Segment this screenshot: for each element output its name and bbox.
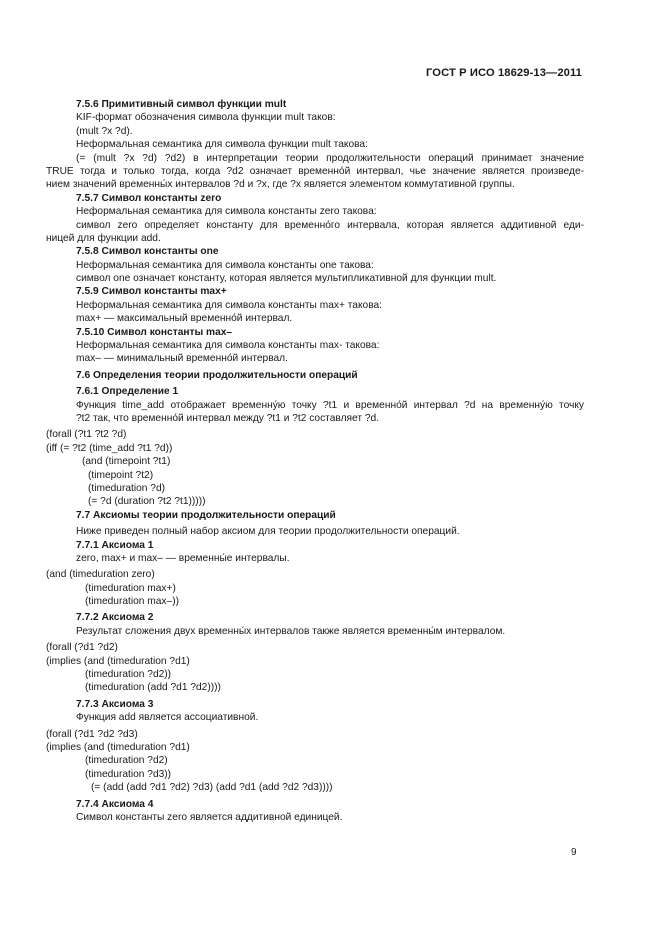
text-line: (timepoint ?t2) bbox=[88, 469, 154, 481]
document-header: ГОСТ Р ИСО 18629-13—2011 bbox=[426, 67, 582, 79]
text-line: Неформальная семантика для символа функции mult такова: bbox=[76, 139, 368, 151]
text-line: (timeduration ?d2)) bbox=[85, 669, 172, 681]
text-line: (timeduration ?d2) bbox=[85, 755, 168, 767]
text-line: (and (timepoint ?t1) bbox=[82, 456, 171, 468]
text-line: ницей для функции add. bbox=[46, 232, 161, 244]
text-line: (timeduration ?d) bbox=[88, 482, 166, 494]
section-heading: 7.7.4 Аксиома 4 bbox=[76, 798, 154, 810]
text-line: (forall (?d1 ?d2) bbox=[46, 642, 118, 654]
text-line: Ниже приведен полный набор аксиом для теории продолжительности операций. bbox=[76, 526, 460, 538]
text-line: (= (mult ?x ?d) ?d2) в интерпретации теории продолжительности операций принимает значение bbox=[76, 152, 584, 164]
text-line: Неформальная семантика для символа константы max- такова: bbox=[76, 340, 380, 352]
text-line: KIF-формат обозначения символа функции mult таков: bbox=[76, 112, 336, 124]
section-heading: 7.6.1 Определение 1 bbox=[76, 386, 179, 398]
section-heading: 7.5.6 Примитивный символ функции mult bbox=[76, 99, 287, 110]
text-line: Функция add является ассоциативной. bbox=[76, 712, 259, 724]
text-line: Функция time_add отображает временну́ю точку ?t1 и временно́й интервал ?d на временну́ю точку bbox=[76, 399, 584, 411]
text-line: max– — минимальный временно́й интервал. bbox=[76, 353, 288, 365]
text-line: max+ — максимальный временно́й интервал. bbox=[76, 313, 293, 325]
page-number: 9 bbox=[571, 847, 577, 858]
section-heading: 7.5.8 Символ константы one bbox=[76, 246, 219, 258]
text-line: zero, max+ и max– — временны́е интервалы. bbox=[76, 552, 290, 564]
text-line: символ zero определяет константу для временно́го интервала, которая является аддитивной еди- bbox=[76, 219, 584, 231]
text-line: (= (add (add ?d1 ?d2) ?d3) (add ?d1 (add ?d2 ?d3)))) bbox=[91, 782, 333, 794]
section-heading: 7.6 Определения теории продолжительности операций bbox=[76, 369, 358, 381]
section-heading: 7.7 Аксиомы теории продолжительности операций bbox=[76, 509, 336, 521]
text-line: (= ?d (duration ?t2 ?t1))))) bbox=[88, 496, 206, 508]
text-line: (mult ?x ?d). bbox=[76, 125, 133, 137]
section-heading: 7.5.9 Символ константы max+ bbox=[76, 286, 227, 298]
text-line: символ one означает константу, которая является мультипликативной для функции mult. bbox=[76, 273, 497, 285]
text-line: Символ константы zero является аддитивной единицей. bbox=[76, 811, 343, 823]
text-line: (timeduration max+) bbox=[85, 582, 176, 594]
text-line: Неформальная семантика для символа константы zero такова: bbox=[76, 206, 377, 218]
text-line: (timeduration max–)) bbox=[85, 596, 179, 608]
document-body bbox=[46, 98, 584, 824]
section-heading: 7.7.1 Аксиома 1 bbox=[76, 539, 154, 551]
text-line: (and (timeduration zero) bbox=[46, 569, 155, 581]
text-line: Результат сложения двух временны́х интервалов также является временны́м интервалом. bbox=[76, 625, 506, 637]
text-line: (iff (= ?t2 (time_add ?t1 ?d)) bbox=[46, 442, 173, 454]
section-heading: 7.5.10 Символ константы max– bbox=[76, 326, 233, 338]
section-heading: 7.5.7 Символ константы zero bbox=[76, 192, 222, 204]
text-line: нием значений временны́х интервалов ?d и ?x, где ?x является элементом коммутативной группы. bbox=[46, 179, 515, 191]
text-line: (forall (?t1 ?t2 ?d) bbox=[46, 429, 127, 441]
text-line: TRUE тогда и только тогда, когда ?d2 означает временно́й интервал, чье значение является произведе- bbox=[46, 165, 584, 177]
text-line: (implies (and (timeduration ?d1) bbox=[46, 655, 190, 667]
section-heading: 7.7.3 Аксиома 3 bbox=[76, 698, 154, 710]
text-line: (forall (?d1 ?d2 ?d3) bbox=[46, 728, 138, 740]
text-line: (implies (and (timeduration ?d1) bbox=[46, 741, 190, 753]
text-line: (timeduration ?d3)) bbox=[85, 768, 172, 780]
text-line: Неформальная семантика для символа константы max+ такова: bbox=[76, 299, 382, 311]
text-line: (timeduration (add ?d1 ?d2)))) bbox=[85, 682, 221, 694]
text-line: Неформальная семантика для символа константы one такова: bbox=[76, 259, 374, 271]
text-line: ?t2 так, что временно́й интервал между ?t1 и ?t2 составляет ?d. bbox=[76, 412, 380, 424]
section-heading: 7.7.2 Аксиома 2 bbox=[76, 612, 154, 624]
